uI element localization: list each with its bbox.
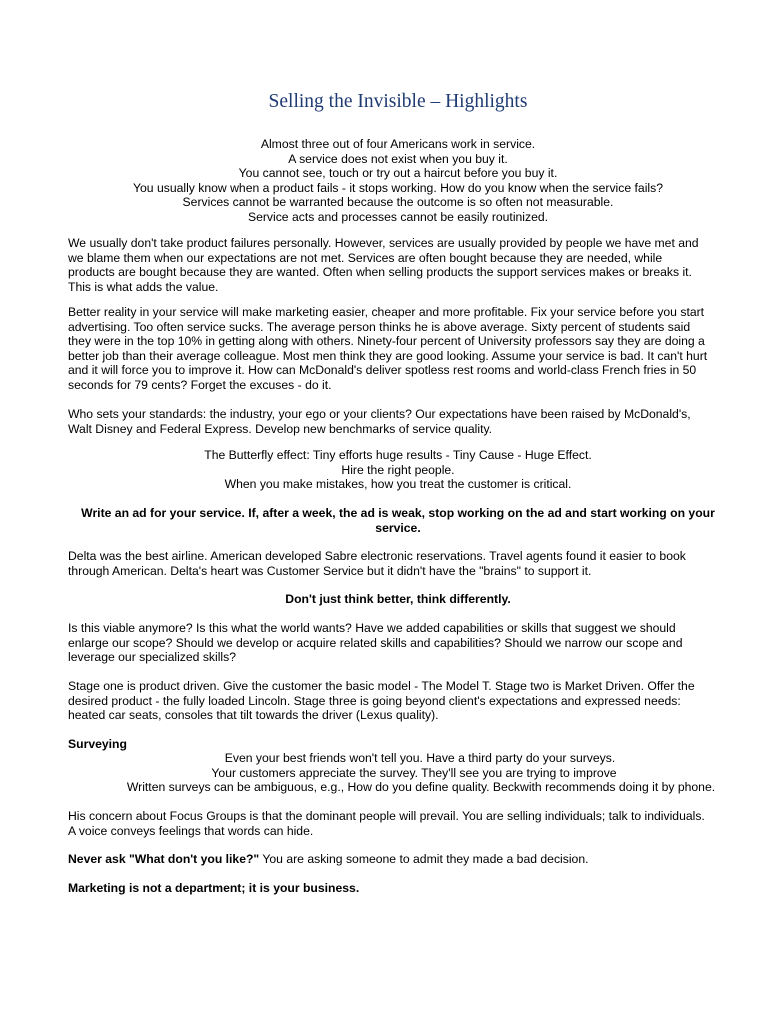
page-title: Selling the Invisible – Highlights <box>268 91 528 112</box>
paragraph-line: seconds for 79 cents? Forget the excuses - do it. <box>68 377 332 392</box>
never-ask-statement <box>68 852 728 867</box>
never-ask-line <box>68 852 728 867</box>
surveying-heading: Surveying <box>68 737 127 751</box>
paragraph-line: Who sets your standards: the industry, your ego or your clients? Our expectations have been raised by McDonald's, <box>68 407 691 421</box>
bold-line: Write an ad for your service. If, after a week, the ad is weak, stop working on the ad and start working on your <box>81 506 715 520</box>
paragraph-line: they were in the top 10% in getting along with others. Ninety-four percent of University professors say they are doing a <box>68 334 705 349</box>
paragraph-line: Better reality in your service will make marketing easier, cheaper and more profitable. Fix your service before you start <box>68 305 705 319</box>
surveying-line: Your customers appreciate the survey. They'll see you are trying to improve <box>211 766 617 780</box>
butterfly-line: When you make mistakes, how you treat the customer is critical. <box>224 477 572 492</box>
paragraph-viable <box>68 621 728 665</box>
butterfly-line: The Butterfly effect: Tiny efforts huge results - Tiny Cause - Huge Effect. <box>204 448 592 462</box>
bold-line: service. <box>375 520 421 535</box>
paragraph-focus-groups <box>68 809 728 838</box>
paragraph-line: better job than their average colleague. Most men think they are good looking. Assume your service is bad. It can't hurt <box>68 348 708 363</box>
never-ask-rest-text: You are asking someone to admit they made a bad decision. <box>259 852 589 866</box>
paragraph-line: Delta was the best airline. American developed Sabre electronic reservations. Travel agents found it easier to book <box>68 549 686 563</box>
paragraph-line: leverage our specialized skills? <box>68 650 237 665</box>
butterfly-line: Hire the right people. <box>341 462 455 477</box>
paragraph-line: and it will force you to improve it. How can McDonald's deliver spotless rest rooms and world-class French fries in 50 <box>68 363 697 378</box>
paragraph-line: we blame them when our expectations are not met. Services are often bought because they are needed, while <box>68 250 663 265</box>
intro-line: A service does not exist when you buy it. <box>288 151 508 166</box>
intro-line: Service acts and processes cannot be easily routinized. <box>247 209 549 224</box>
paragraph-standards <box>68 407 728 436</box>
paragraph-line: A voice conveys feelings that words can hide. <box>68 823 314 838</box>
paragraph-line: enlarge our scope? Should we develop or acquire related skills and capabilities? Should we narrow our scope and <box>68 635 683 650</box>
intro-lines <box>68 137 728 225</box>
surveying-line: Even your best friends won't tell you. Have a third party do your surveys. <box>224 751 616 765</box>
never-ask-bold-text: Never ask "What don't you like?" <box>68 852 260 866</box>
surveying-line: Written surveys can be ambiguous, e.g., How do you define quality. Beckwith recommends doing it by phone. <box>126 780 716 794</box>
paragraph-stages <box>68 679 728 723</box>
marketing-statement: Marketing is not a department; it is your business. <box>68 881 360 895</box>
paragraph-line: This is what adds the value. <box>68 279 219 294</box>
paragraph-line: Stage one is product driven. Give the customer the basic model - The Model T. Stage two is Market Driven. Offer the <box>68 679 695 693</box>
paragraph-line: through American. Delta's heart was Customer Service but it didn't have the "brains" to support it. <box>68 563 592 578</box>
paragraph-line: advertising. Too often service sucks. The average person thinks he is above average. Sixty percent of students said <box>68 319 691 334</box>
paragraph-product-failures <box>68 236 728 294</box>
bold-line: Don't just think better, think differently. <box>285 592 511 606</box>
butterfly-lines <box>68 448 728 492</box>
paragraph-better-reality <box>68 305 728 393</box>
paragraph-line: Walt Disney and Federal Express. Develop new benchmarks of service quality. <box>68 421 493 436</box>
intro-line: You usually know when a product fails - it stops working. How do you know when the service fails? <box>133 180 663 195</box>
intro-line: Almost three out of four Americans work in service. <box>260 137 536 151</box>
paragraph-line: Is this viable anymore? Is this what the world wants? Have we added capabilities or skills that suggest we should <box>68 621 676 635</box>
think-differently-statement <box>68 592 728 607</box>
paragraph-line: His concern about Focus Groups is that the dominant people will prevail. You are selling individuals; talk to individuals. <box>68 809 705 823</box>
paragraph-line: desired product - the fully loaded Lincoln. Stage three is going beyond client's expectations and expressed needs: <box>68 693 681 708</box>
intro-line: You cannot see, touch or try out a haircut before you buy it. <box>238 166 558 181</box>
paragraph-line: products are bought because they are wanted. Often when selling products the support services makes or breaks it. <box>68 265 692 280</box>
paragraph-line: We usually don't take product failures personally. However, services are usually provided by people we have met and <box>68 236 699 250</box>
write-an-ad-statement <box>68 506 728 535</box>
paragraph-line: heated car seats, consoles that tilt towards the driver (Lexus quality). <box>68 708 439 723</box>
paragraph-delta <box>68 549 728 578</box>
intro-line: Services cannot be warranted because the outcome is so often not measurable. <box>182 195 614 210</box>
